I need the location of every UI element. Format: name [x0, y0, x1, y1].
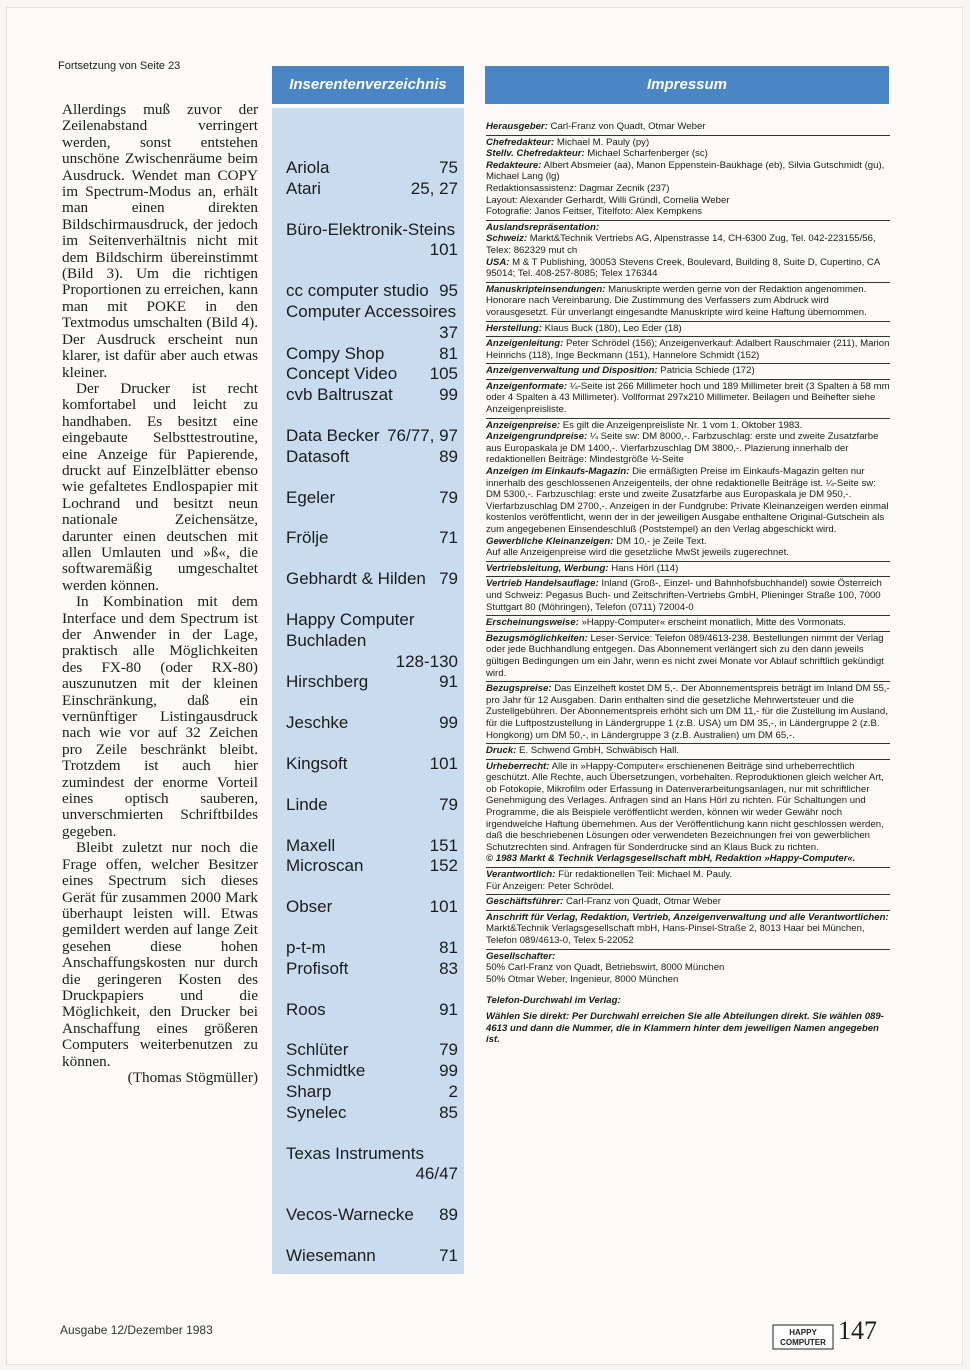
- group-spacer: [286, 1185, 458, 1205]
- impressum-text: »Happy-Computer« erscheint monatlich, Mitte des Vormonats.: [578, 617, 846, 629]
- impressum-text: Albert Absmeier (aa), Manon Eppenstein-Baukhage (eb), Silvia Gutschmidt (gu), Michael Lang (lg): [486, 159, 885, 183]
- advertiser-entry: [286, 610, 458, 672]
- impressum-section: [486, 337, 890, 364]
- advertiser-name: Obser: [286, 897, 333, 917]
- impressum-label: Gewerbliche Kleinanzeigen:: [486, 535, 614, 547]
- impressum-label: Verantwortlich:: [486, 869, 556, 881]
- happy-computer-logo: [772, 1322, 834, 1352]
- advertiser-name: Data Becker: [286, 425, 380, 445]
- advertiser-entry: [286, 158, 458, 179]
- group-spacer: [286, 980, 458, 1000]
- advertiser-entry: [286, 795, 458, 816]
- advertiser-name: Egeler: [286, 487, 336, 507]
- impressum-line: [486, 284, 890, 319]
- impressum-text: Fotografie: Janos Feitser, Titelfoto: Alex Kempkens: [486, 206, 702, 218]
- advertiser-page: 46/47: [415, 1164, 458, 1184]
- impressum-line: [486, 912, 890, 924]
- impressum-section: [486, 283, 890, 322]
- advertiser-name: Sharp: [286, 1081, 332, 1101]
- article-paragraph: In Kombination mit dem Interface und dem Spectrum ist der Anwender in der Lage, praktisch alle Möglichkeiten des FX-80 (oder RX-80) auszunutzen mit der kleinen Einschränkung, daß ein vernünftiger Listingausdruck nach wie vor auf 32 Zeichen pro Zeile beschränkt bleibt. Trotzdem ist auch hier zumindest der enorme Vorteil eines optisch sauberen, unverschmierten Schriftbildes gegeben.: [62, 593, 258, 840]
- advertiser-list: [286, 158, 458, 1267]
- impressum-line: [486, 881, 890, 893]
- impressum-section: [486, 562, 890, 578]
- advertiser-name: Wiesemann: [286, 1245, 376, 1265]
- advertiser-name: Frölje: [286, 528, 329, 548]
- advertiser-entry: [286, 754, 458, 775]
- impressum-section: [486, 911, 890, 950]
- impressum-text: Für redaktionellen Teil: Michael M. Pauly.: [555, 869, 733, 881]
- advertiser-page: 91: [439, 999, 458, 1019]
- impressum-text: Hans Hörl (114): [608, 562, 679, 574]
- group-spacer: [286, 406, 458, 426]
- impressum-section: [486, 380, 890, 419]
- impressum-title: Impressum: [485, 66, 889, 104]
- impressum-line: [486, 536, 890, 548]
- impressum-line: [486, 853, 890, 865]
- impressum-text: Carl-Franz von Quadt, Otmar Weber: [547, 121, 706, 132]
- group-spacer: [286, 590, 458, 610]
- advertiser-name: Compy Shop: [286, 343, 385, 363]
- impressum-label: Anzeigenformate:: [486, 380, 568, 392]
- impressum-text: Leser-Service: Telefon 089/4613-238. Bestellungen nimmt der Verlag oder jede Buchhandlung entgegen. Das Abonnement verlängert sich zu den dann jeweils gültigen Bedingungen um ein Jahr, wenn es nicht zwei Monate vor Ablauf schriftlich gekündigt wird.: [486, 632, 884, 679]
- impressum-line: [486, 923, 890, 946]
- advertiser-name: Schlüter: [286, 1040, 349, 1060]
- impressum-text: Für Anzeigen: Peter Schrödel.: [486, 880, 614, 892]
- advertiser-page: 101: [429, 753, 458, 773]
- advertiser-name: Synelec: [286, 1102, 347, 1122]
- article-paragraph: Der Drucker ist recht komfortabel und leicht zu handhaben. Es besitzt eine eingebaute Selbsttestroutine, eine Anzeige für Papierende, druckt auf Einzelblätter ebenso wie gefaltetes Endlospapier mit Lochrand und besitzt neun nationale Zeichensätze, darunter einen deutschen mit allen Umlauten und »ß«, die softwaremäßig umgeschaltet werden können.: [62, 379, 258, 594]
- impressum-text: ¼-Seite ist 266 Millimeter hoch und 189 Millimeter breit (3 Spalten à 58 mm oder 4 Spalten à 43 Millimeter). Vollformat 297x210 Millimeter. Beilagen und Beihefter siehe Anzeigenpreisliste.: [486, 380, 890, 416]
- article-author: (Thomas Stögmüller): [127, 1068, 258, 1086]
- impressum-text: Layout: Alexander Gerhardt, Willi Gründl, Cornelia Weber: [486, 194, 730, 206]
- advertiser-name: Ariola: [286, 158, 330, 177]
- impressum-label: Erscheinungsweise:: [486, 617, 579, 629]
- advertiser-entry: [286, 1144, 458, 1186]
- advertiser-name: Microscan: [286, 856, 364, 876]
- advertiser-entry: [286, 836, 458, 857]
- advertiser-page: 105: [429, 364, 458, 384]
- phone-heading: Telefon-Durchwahl im Verlag:: [486, 995, 621, 1007]
- advertiser-page: 75: [439, 158, 458, 177]
- impressum-label: Schweiz:: [486, 233, 528, 245]
- impressum-text: Markt&Technik Vertriebs AG, Alpenstrasse 14, CH-6300 Zug, Tel. 042-223155/56, Telex: 862329 mut ch: [486, 233, 876, 256]
- advertiser-page: 81: [439, 937, 458, 957]
- impressum-label: Bezugspreise:: [486, 683, 552, 695]
- advertiser-entry: [286, 938, 458, 959]
- impressum-text: Carl-Franz von Quadt, Otmar Weber: [563, 896, 721, 908]
- advertiser-page: 2: [448, 1081, 458, 1101]
- impressum-line: [486, 338, 890, 361]
- issue-label: Ausgabe 12/Dezember 1983: [60, 1323, 213, 1337]
- svg-text:COMPUTER: COMPUTER: [780, 1338, 826, 1347]
- impressum-section: [486, 419, 890, 562]
- impressum-text: Patricia Schiede (172): [657, 365, 755, 377]
- impressum-line: [486, 160, 890, 183]
- advertiser-page: 37: [439, 322, 458, 342]
- impressum-label: Anzeigenverwaltung und Disposition:: [486, 365, 658, 377]
- advertiser-page: 101: [429, 897, 458, 917]
- advertiser-entry: [286, 488, 458, 509]
- impressum-line: [486, 974, 890, 986]
- impressum-label: Anzeigenpreise:: [486, 419, 561, 431]
- advertiser-page: 79: [439, 487, 458, 507]
- impressum-text: Das Einzelheft kostet DM 5,-. Der Abonnementspreis beträgt im Inland DM 55,- pro Jahr für 12 Ausgaben. Darin enthalten sind die gesetzliche Mehrwertsteuer und die Zustellgebühren. Der Abonnementspreis erhöht sich um DM 11,- für die Zustellung im Ausland, für die Luftpostzustellung in Ländergruppe 1 (z.B. USA) um DM 35,-, in Ländergruppe 2 (z.B. Hongkong) um DM 50,-, in Ländergruppe 3 (z.B. Australien) um DM 65,-.: [486, 683, 890, 741]
- impressum-label: Anzeigenleitung:: [486, 338, 564, 350]
- advertiser-name: Jeschke: [286, 713, 349, 733]
- advertiser-entry: [286, 959, 458, 980]
- advertiser-name: Kingsoft: [286, 753, 348, 773]
- impressum-section: [486, 322, 890, 338]
- advertiser-entry: [286, 1103, 458, 1124]
- group-spacer: [286, 468, 458, 488]
- advertiser-name: Texas Instruments: [286, 1143, 424, 1163]
- impressum-text: Inland (Groß-, Einzel- und Bahnhofsbuchhandel) sowie Österreich und Schweiz: Pegasus Buch- und Zeitschriften-Vertriebs GmbH, Plieninger Straße 100, 7000 Stuttgart 80 (Möhringen), Telefon (0711) 72004-0: [486, 578, 882, 613]
- impressum-line: [486, 121, 890, 133]
- article-column: [62, 102, 258, 1086]
- advertiser-page: 101: [429, 240, 458, 260]
- advertiser-name: Schmidtke: [286, 1061, 366, 1081]
- phone-text: Wählen Sie direkt: Per Durchwahl erreichen Sie alle Abteilungen direkt. Sie wählen 089-4613 und dann die Nummer, die in Klammern hinter dem jeweiligen Namen angegeben ist.: [486, 1010, 884, 1046]
- advertiser-page: 99: [439, 1061, 458, 1081]
- advertiser-page: 99: [439, 713, 458, 733]
- impressum-text: 50% Carl-Franz von Quadt, Betriebswirt, 8000 München: [486, 962, 725, 974]
- advertiser-page: 79: [439, 569, 458, 589]
- advertiser-name: Computer Accessoires: [286, 301, 457, 321]
- advertiser-name: p-t-m: [286, 937, 326, 957]
- group-spacer: [286, 200, 458, 220]
- advertiser-entry: [286, 897, 458, 918]
- advertiser-page: 99: [439, 385, 458, 405]
- advertiser-name: Concept Video: [286, 364, 398, 384]
- impressum-text: Die ermäßigten Preise im Einkaufs-Magazin gelten nur innerhalb des geschlossenen Anzeigenteils, der ohne redaktionelle Beiträge ist. ¼-Seite sw: DM 5300,-. Farbzuschlag: erste und zweite Zusatzfarbe aus Europaskala je DM 950,-. Vierfarbzuschlag DM 2700,-. Anzeigen in der Fundgrube: Private Kleinanzeigen werden einmal kostenlos veröffentlicht, wenn der in der jeweiligen Ausgabe enthaltene Original-Gutschein als zum angegebenen Einsendeschluß (Poststempel) an den Verlag abgeschickt wird.: [486, 466, 889, 535]
- impressum-section: [486, 616, 890, 632]
- impressum-line: [486, 617, 890, 629]
- article-paragraph: Bleibt zuletzt nur noch die Frage offen, welcher Besitzer eines Spectrum sich dieses Gerät für zusammen 2000 Mark überhaupt leisten will. Etwas gemildert werden auf lange Zeit gesehen diese hohen Anschaffungskosten nur durch die geringeren Kosten des Druckpapiers und die Möglichkeit, den Drucker bei Anschaffung eines größeren Computers weiterbenutzen zu können.: [62, 839, 258, 1070]
- impressum-text: Peter Schrödel (156); Anzeigenverkauf: Adalbert Rauschmaier (211), Marion Heinrichs (118), Inge Beckmann (151), Hannelore Schmidt (152): [486, 338, 890, 361]
- advertiser-entry: [286, 1061, 458, 1082]
- advertiser-entry: [286, 1000, 458, 1021]
- impressum-label: Herstellung:: [486, 322, 542, 334]
- impressum-line: [486, 206, 890, 218]
- group-spacer: [286, 1020, 458, 1040]
- advertiser-name: Datasoft: [286, 446, 350, 466]
- advertiser-name: Linde: [286, 794, 328, 814]
- page-number: 147: [838, 1316, 877, 1345]
- impressum-line: [486, 962, 890, 974]
- advertiser-page: 81: [439, 343, 458, 363]
- advertiser-entry: [286, 281, 458, 302]
- impressum-line: [486, 761, 890, 854]
- advertiser-index-title: Inserentenverzeichnis: [272, 66, 464, 104]
- advertiser-entry: [286, 569, 458, 590]
- group-spacer: [286, 549, 458, 569]
- group-spacer: [286, 734, 458, 754]
- advertiser-page: 89: [439, 446, 458, 466]
- advertiser-name: Büro-Elektronik-Steins: [286, 219, 456, 239]
- impressum-label: Redakteure:: [486, 159, 542, 171]
- group-spacer: [286, 1226, 458, 1246]
- advertiser-page: 91: [439, 672, 458, 692]
- impressum-text: Redaktionsassistenz: Dagmar Zecnik (237): [486, 182, 670, 194]
- impressum-text: Manuskripte werden gerne von der Redaktion angenommen. Honorare nach Vereinbarung. Die Zustimmung des Verfassers zum Abdruck wird vorausgesetzt. Für unverlangt eingesandte Manuskripte wird keine Haftung übernommen.: [486, 283, 867, 318]
- impressum-line: [486, 896, 890, 908]
- advertiser-page: 79: [439, 794, 458, 814]
- spacer: [486, 987, 890, 995]
- impressum-section: [486, 221, 890, 283]
- advertiser-name: Roos: [286, 999, 326, 1019]
- impressum-text: ¼ Seite sw: DM 8000,-. Farbzuschlag: erste und zweite Zusatzfarbe aus Europaskala je DM 1400,-. Vierfarbzuschlag DM 3800,-. Plazierung innerhalb der redaktionellen Beiträge: Mindestgröße ½-Seite: [486, 431, 879, 466]
- advertiser-page: 89: [439, 1205, 458, 1225]
- impressum-line: [486, 466, 890, 536]
- advertiser-entry: [286, 856, 458, 877]
- impressum-line: [486, 683, 890, 741]
- advertiser-page: 85: [439, 1102, 458, 1122]
- continuation-note: Fortsetzung von Seite 23: [58, 60, 181, 72]
- advertiser-page: 71: [439, 528, 458, 548]
- advertiser-entry: [286, 1040, 458, 1061]
- impressum-section: [486, 682, 890, 744]
- impressum-section: [486, 120, 890, 136]
- advertiser-entry: [286, 1205, 458, 1226]
- svg-text:HAPPY: HAPPY: [789, 1328, 817, 1337]
- impressum-label: Manuskripteinsendungen:: [486, 283, 606, 295]
- advertiser-page: 71: [439, 1245, 458, 1265]
- impressum-text: Markt&Technik Verlagsgesellschaft mbH, Hans-Pinsel-Straße 2, 8013 Haar bei München, Telefon 089/4613-0, Telex 5-22052: [486, 923, 865, 946]
- impressum-section: [486, 577, 890, 616]
- advertiser-page: 95: [439, 281, 458, 301]
- impressum-section: [486, 760, 890, 868]
- impressum-text: DM 10,- je Zeile Text.: [613, 535, 707, 547]
- impressum-label: Anschrift für Verlag, Redaktion, Vertrieb, Anzeigenverwaltung und alle Verantwortlichen:: [486, 911, 889, 923]
- impressum-text: Alle in »Happy-Computer« erschienenen Beiträge sind urheberrechtlich geschützt. Alle Rechte, auch Übersetzungen, vorbehalten. Reproduktionen gleich welcher Art, ob Fotokopie, Mikrofilm oder Erfassung in Datenverarbeitungsanlagen, nur mit schriftlicher Genehmigung des Verlages. Anfragen sind an Hans Hörl zu richten. Für Schaltungen und Programme, die als Beispiele veröffentlicht werden, können wir weder Gewähr noch irgendwelche Haftung übernehmen. Aus der Veröffentlichung kann nicht geschlossen werden, daß die beschriebenen Lösungen oder verwendeten Bezeichnungen frei von gewerblichen Schutzrechten sind. Anfragen für Sonderdrucke sind an Klaus Buck zu richten.: [486, 760, 884, 853]
- advertiser-entry: [286, 385, 458, 406]
- advertiser-entry: [286, 344, 458, 365]
- impressum-label: Bezugsmöglichkeiten:: [486, 632, 588, 644]
- impressum-line: [486, 365, 890, 377]
- impressum-line: [486, 547, 890, 559]
- advertiser-name: Happy Computer Buchladen: [286, 609, 415, 650]
- advertiser-name: Atari: [286, 178, 321, 198]
- impressum-line: [486, 745, 890, 757]
- impressum-section: [486, 950, 890, 988]
- impressum-text: Auf alle Anzeigenpreise wird die gesetzliche MwSt jeweils zugerechnet.: [486, 547, 789, 559]
- group-spacer: [286, 918, 458, 938]
- impressum-text: Michael M. Pauly (py): [554, 136, 650, 148]
- impressum-line: [486, 633, 890, 679]
- advertiser-name: Gebhardt & Hilden: [286, 569, 426, 589]
- advertiser-page: 128-130: [395, 651, 458, 671]
- advertiser-entry: [286, 426, 458, 447]
- impressum-line: [486, 323, 890, 335]
- impressum-line: [486, 148, 890, 160]
- impressum-text: Es gilt die Anzeigenpreisliste Nr. 1 vom 1. Oktober 1983.: [560, 419, 803, 431]
- group-spacer: [286, 816, 458, 836]
- impressum-text: Michael Scharfenberger (sc): [584, 148, 708, 160]
- impressum-line: [486, 183, 890, 195]
- advertiser-name: cvb Baltruszat: [286, 385, 393, 405]
- impressum-text: Klaus Buck (180), Leo Eder (18): [541, 322, 682, 334]
- impressum-section: [486, 364, 890, 380]
- impressum-label: Anzeigengrundpreise:: [486, 431, 588, 443]
- group-spacer: [286, 877, 458, 897]
- advertiser-entry: [286, 364, 458, 385]
- impressum-text: M & T Publishing, 30053 Stevens Creek, Boulevard, Building 8, Suite D, Cupertino, CA 95014; Tel. 408-257-8085; Telex 176344: [486, 256, 880, 280]
- impressum-line: [486, 195, 890, 207]
- impressum-line: [486, 420, 890, 432]
- impressum-line: [486, 869, 890, 881]
- impressum-line: [486, 257, 890, 280]
- impressum-label: Gesellschafter:: [486, 950, 556, 962]
- impressum-line: [486, 563, 890, 575]
- impressum-section: [486, 744, 890, 760]
- impressum-line: [486, 233, 890, 256]
- group-spacer: [286, 1124, 458, 1144]
- impressum-section: [486, 868, 890, 895]
- impressum-section: [486, 136, 890, 221]
- impressum-label: Anzeigen im Einkaufs-Magazin:: [486, 466, 630, 478]
- impressum-label: Vertrieb Handelsauflage:: [486, 578, 599, 590]
- advertiser-name: Hirschberg: [286, 672, 369, 692]
- impressum-line: [486, 222, 890, 234]
- impressum-section: [486, 895, 890, 911]
- advertiser-page: 83: [439, 958, 458, 978]
- advertiser-entry: [286, 447, 458, 468]
- impressum-line: [486, 381, 890, 416]
- impressum-label: Herausgeber:: [486, 121, 548, 132]
- advertiser-name: cc computer studio: [286, 281, 429, 301]
- impressum-label: Auslandsrepräsentation:: [486, 221, 600, 233]
- advertiser-page: 151: [429, 835, 458, 855]
- impressum-line: [486, 578, 890, 613]
- advertiser-entry: [286, 713, 458, 734]
- group-spacer: [286, 261, 458, 281]
- advertiser-entry: [286, 220, 458, 262]
- impressum-text: 50% Otmar Weber, Ingenieur, 8000 München: [486, 973, 679, 985]
- article-paragraph: Allerdings muß zuvor der Zeilenabstand verringert werden, sonst entstehen unschöne Zwischenräume beim Ausdruck. Wendet man COPY im Spectrum-Modus an, erhält man einen direkten Bildschirmausdruck, der jedoch im Seitenverhältnis nicht mit dem Bildschirm übereinstimmt (Bild 3). Um die richtigen Proportionen zu erreichen, kann man mit POKE in den Textmodus umschalten (Bild 4). Der Ausdruck erscheint nun klarer, ist dafür aber auch etwas kleiner.: [62, 101, 258, 381]
- impressum-label: USA:: [486, 256, 510, 268]
- impressum-label: © 1983 Markt & Technik Verlagsgesellschaft mbH, Redaktion »Happy-Computer«.: [486, 853, 856, 865]
- impressum-line: [486, 431, 890, 466]
- impressum-label: Stellv. Chefredakteur:: [486, 148, 585, 160]
- advertiser-page: 79: [439, 1040, 458, 1060]
- group-spacer: [286, 508, 458, 528]
- impressum-line: [486, 951, 890, 963]
- impressum-label: Vertriebsleitung, Werbung:: [486, 562, 609, 574]
- advertiser-name: Vecos-Warnecke: [286, 1205, 414, 1225]
- advertiser-page: 152: [429, 856, 458, 876]
- advertiser-entry: [286, 1246, 458, 1267]
- impressum-label: Geschäftsführer:: [486, 896, 564, 908]
- impressum-label: Druck:: [486, 745, 517, 757]
- group-spacer: [286, 693, 458, 713]
- advertiser-name: Maxell: [286, 835, 336, 855]
- advertiser-entry: [286, 528, 458, 549]
- advertiser-name: Profisoft: [286, 958, 349, 978]
- advertiser-entry: [286, 1082, 458, 1103]
- advertiser-entry: [286, 672, 458, 693]
- impressum-label: Chefredakteur:: [486, 136, 555, 148]
- impressum-body: [486, 120, 890, 1046]
- advertiser-page: 25, 27: [410, 178, 458, 198]
- group-spacer: [286, 775, 458, 795]
- impressum-line: [486, 137, 890, 149]
- advertiser-entry: [286, 179, 458, 200]
- impressum-label: Urheberrecht:: [486, 760, 550, 772]
- impressum-section: [486, 632, 890, 682]
- impressum-text: E. Schwend GmbH, Schwäbisch Hall.: [516, 745, 680, 757]
- advertiser-entry: [286, 302, 458, 344]
- phone-info: [486, 995, 890, 1045]
- advertiser-page: 76/77, 97: [387, 425, 458, 445]
